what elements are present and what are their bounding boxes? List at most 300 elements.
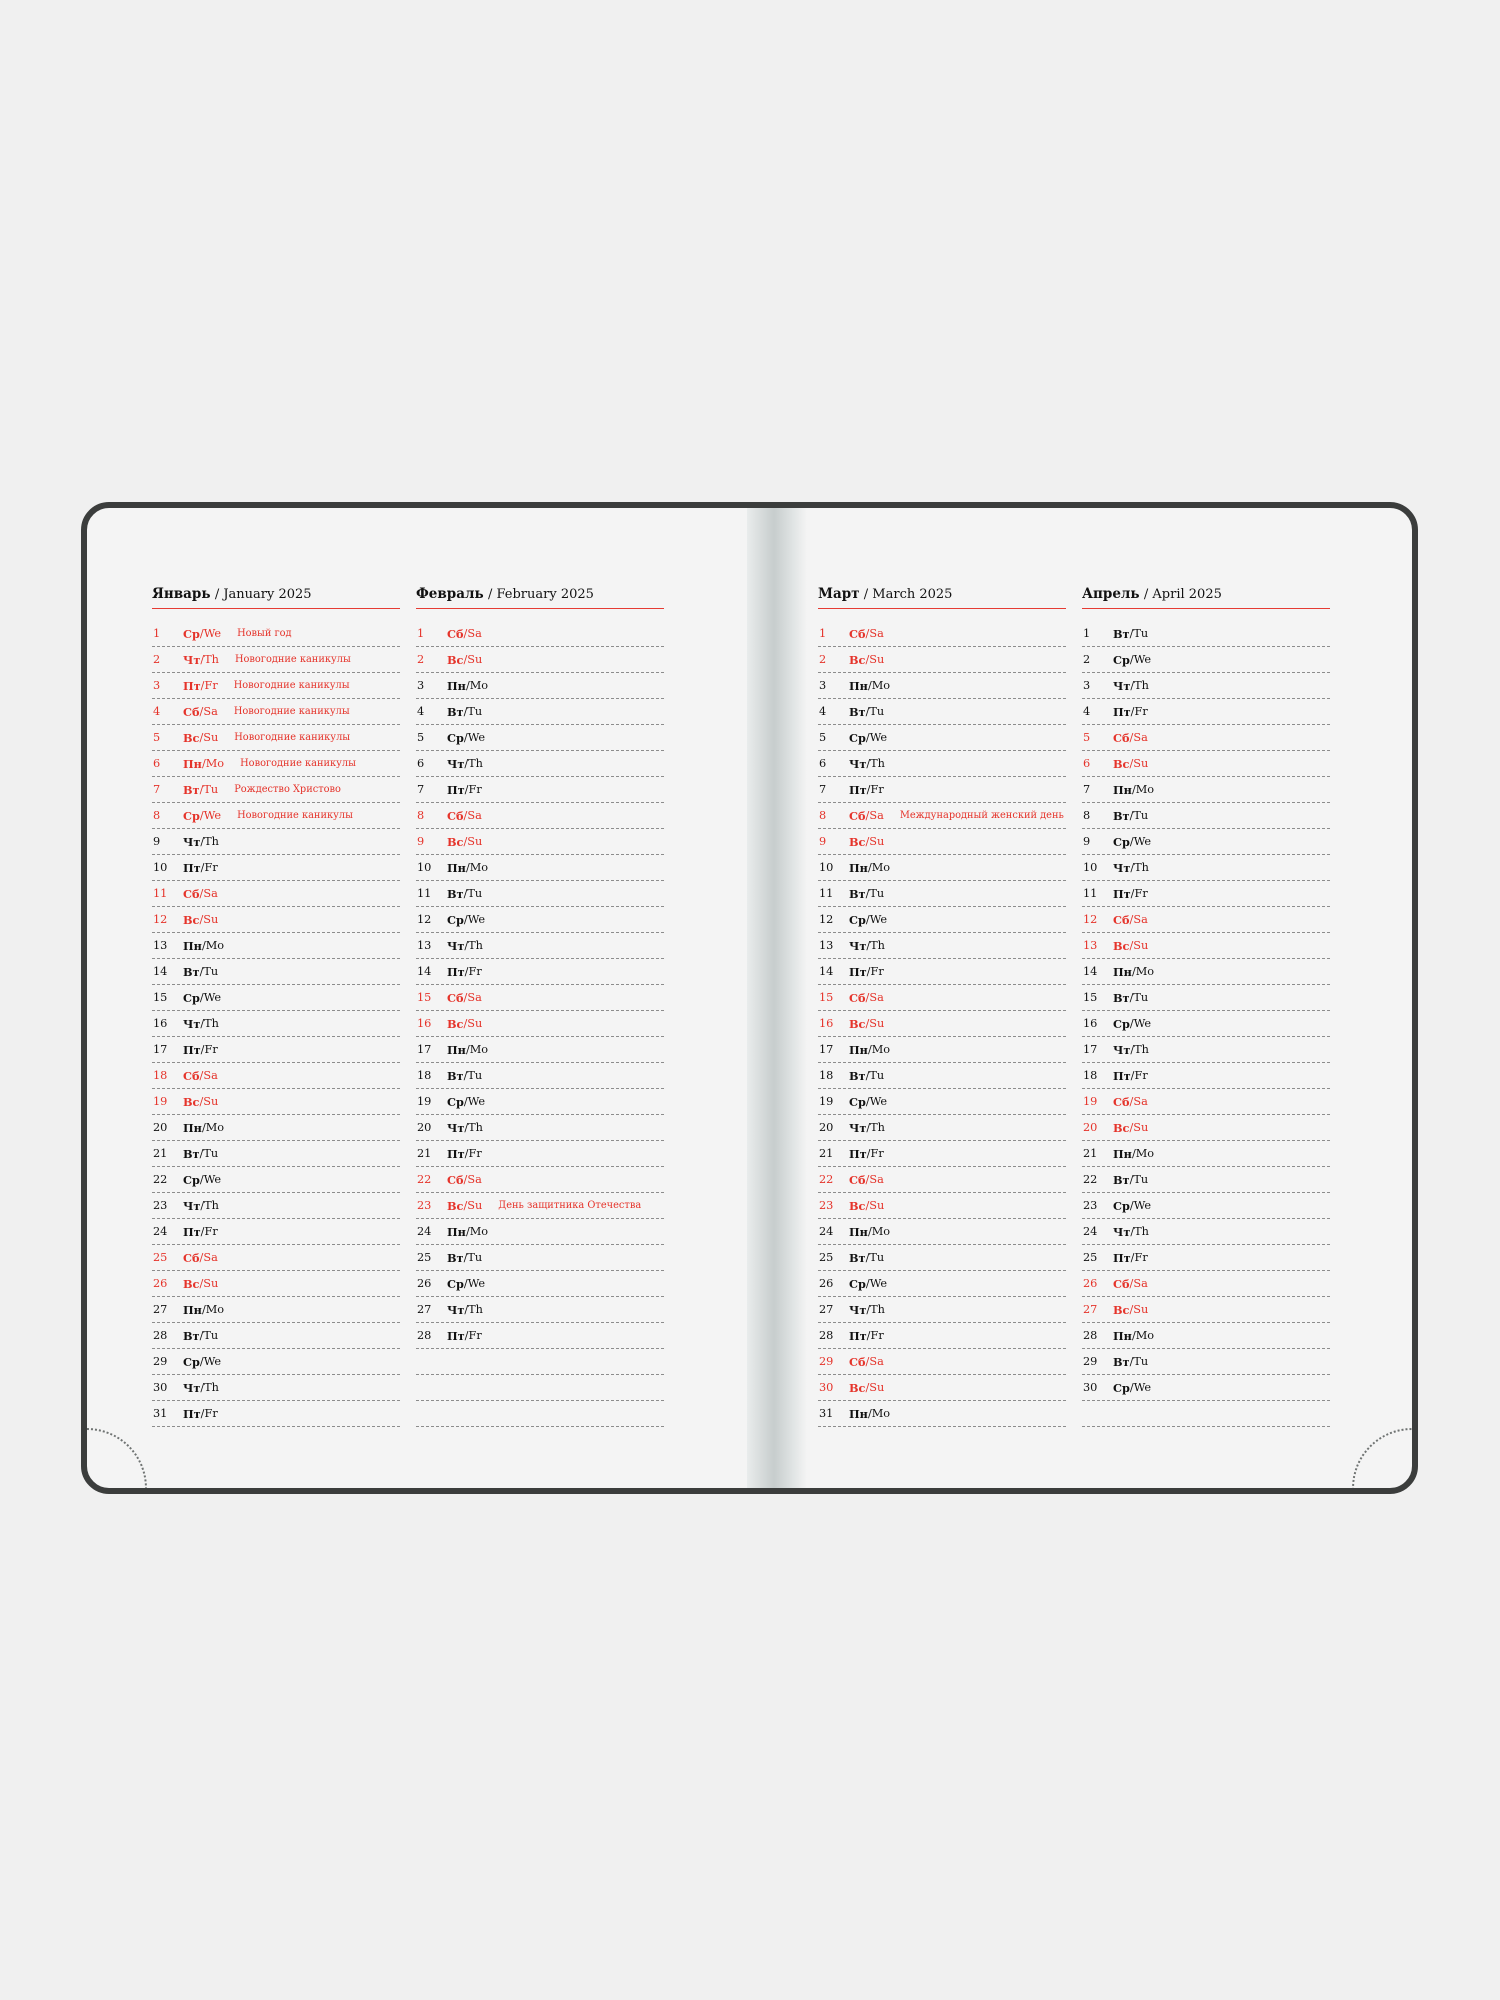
weekday-ru: Ср [183, 808, 200, 823]
month-title [818, 586, 1066, 609]
day-row [818, 933, 1066, 959]
weekday-en: /Sa [199, 705, 218, 718]
day-row [152, 1219, 400, 1245]
weekday-ru: Вт [183, 1328, 200, 1343]
weekday-ru: Ср [447, 730, 464, 745]
weekday-ru: Чт [849, 938, 867, 953]
weekday-ru: Пн [447, 860, 466, 875]
weekday-ru: Чт [849, 1120, 867, 1135]
day-row [416, 855, 664, 881]
day-row [818, 1323, 1066, 1349]
weekday-en: /Th [866, 1121, 885, 1134]
day-number: 12 [819, 913, 834, 926]
weekday-en: /Th [464, 1121, 483, 1134]
day-row [1082, 1375, 1330, 1401]
day-row [818, 1167, 1066, 1193]
day-row [1082, 1115, 1330, 1141]
weekday-ru: Сб [849, 626, 866, 641]
day-number: 22 [417, 1173, 432, 1186]
day-row [152, 1245, 400, 1271]
day-row [152, 985, 400, 1011]
month-name-ru: Март [818, 586, 860, 602]
weekday-en: /Sa [865, 1173, 884, 1186]
day-row [416, 959, 664, 985]
weekday-ru: Сб [1113, 1276, 1130, 1291]
weekday-ru: Ср [849, 912, 866, 927]
day-row [818, 725, 1066, 751]
weekday-en: /We [199, 1173, 222, 1186]
day-number: 16 [153, 1017, 168, 1030]
weekday-ru: Сб [849, 1172, 866, 1187]
day-row [818, 1349, 1066, 1375]
weekday-en: /We [463, 1095, 486, 1108]
day-row [152, 1167, 400, 1193]
weekday-en: /Fr [866, 1329, 884, 1342]
day-number: 9 [1083, 835, 1091, 848]
weekday-en: /Sa [199, 1069, 218, 1082]
day-number: 5 [819, 731, 827, 744]
day-number: 3 [1083, 679, 1091, 692]
weekday-ru: Ср [849, 1094, 866, 1109]
day-number: 5 [1083, 731, 1091, 744]
corner-stitch-left [81, 1428, 147, 1494]
day-number: 14 [819, 965, 834, 978]
day-row [416, 803, 664, 829]
day-number: 23 [153, 1199, 168, 1212]
weekday-en: /Su [463, 653, 483, 666]
weekday-ru: Ср [447, 1276, 464, 1291]
day-row [152, 1141, 400, 1167]
holiday-label: Новогодние каникулы [240, 758, 356, 769]
holiday-label: Новогодние каникулы [237, 810, 353, 821]
day-row [416, 881, 664, 907]
weekday-en: /We [1129, 1017, 1152, 1030]
weekday-ru: Чт [849, 1302, 867, 1317]
day-number: 21 [819, 1147, 834, 1160]
day-number: 23 [819, 1199, 834, 1212]
day-number: 2 [417, 653, 425, 666]
weekday-ru: Вс [183, 1276, 200, 1291]
day-number: 30 [819, 1381, 834, 1394]
weekday-en: /Mo [1131, 965, 1155, 978]
weekday-en: /Fr [464, 1147, 482, 1160]
weekday-en: /Sa [865, 809, 884, 822]
day-row [1082, 1063, 1330, 1089]
weekday-en: /Mo [1131, 783, 1155, 796]
weekday-ru: Ср [447, 1094, 464, 1109]
day-number: 27 [417, 1303, 432, 1316]
day-row [1082, 1323, 1330, 1349]
weekday-en: /Th [866, 939, 885, 952]
day-number: 16 [819, 1017, 834, 1030]
day-number: 10 [153, 861, 168, 874]
weekday-en: /Mo [867, 861, 891, 874]
day-row [1082, 959, 1330, 985]
month-name-ru: Январь [152, 586, 211, 602]
month-name-en: / January 2025 [214, 587, 312, 602]
weekday-ru: Пт [183, 1042, 201, 1057]
day-row [1082, 855, 1330, 881]
holiday-label: Новогодние каникулы [234, 654, 351, 665]
weekday-ru: Вт [447, 1068, 464, 1083]
weekday-ru: Пн [1113, 782, 1132, 797]
book-gutter [747, 508, 807, 1488]
weekday-en: /Mo [1131, 1329, 1155, 1342]
day-number: 8 [819, 809, 827, 822]
day-row [152, 1271, 400, 1297]
day-row [416, 725, 664, 751]
weekday-en: /Su [865, 835, 885, 848]
day-row [818, 985, 1066, 1011]
holiday-label: Новогодние каникулы [234, 732, 351, 743]
weekday-en: /We [199, 1355, 222, 1368]
day-number: 4 [153, 705, 161, 718]
day-row [416, 985, 664, 1011]
day-row [1082, 1193, 1330, 1219]
weekday-en: /Fr [1130, 887, 1148, 900]
day-number: 11 [417, 887, 432, 900]
weekday-ru: Вт [183, 1146, 200, 1161]
day-number: 31 [153, 1407, 168, 1420]
day-number: 8 [1083, 809, 1091, 822]
weekday-ru: Пт [447, 964, 465, 979]
month-february [416, 586, 664, 1427]
weekday-ru: Сб [447, 990, 464, 1005]
weekday-en: /Su [1129, 1303, 1149, 1316]
weekday-ru: Пт [447, 782, 465, 797]
day-row [416, 647, 664, 673]
weekday-en: /Th [200, 653, 219, 666]
holiday-label: Рождество Христово [234, 784, 341, 795]
day-number: 21 [417, 1147, 432, 1160]
weekday-ru: Сб [1113, 912, 1130, 927]
weekday-ru: Ср [1113, 1016, 1130, 1031]
day-row [416, 751, 664, 777]
day-number: 6 [1083, 757, 1091, 770]
day-number: 25 [1083, 1251, 1098, 1264]
day-number: 22 [819, 1173, 834, 1186]
day-number: 26 [819, 1277, 834, 1290]
day-row [416, 1297, 664, 1323]
weekday-ru: Вс [849, 834, 866, 849]
weekday-ru: Вс [447, 1198, 464, 1213]
weekday-en: /Mo [867, 1225, 891, 1238]
day-number: 22 [1083, 1173, 1098, 1186]
day-number: 25 [819, 1251, 834, 1264]
weekday-ru: Пт [849, 1328, 867, 1343]
weekday-ru: Пн [1113, 964, 1132, 979]
weekday-en: /Su [865, 653, 885, 666]
weekday-en: /Th [1130, 1043, 1149, 1056]
day-row [152, 907, 400, 933]
weekday-ru: Сб [447, 626, 464, 641]
day-number: 25 [153, 1251, 168, 1264]
weekday-ru: Пт [1113, 704, 1131, 719]
weekday-en: /Sa [463, 991, 482, 1004]
day-row [416, 1245, 664, 1271]
day-number: 24 [417, 1225, 432, 1238]
day-row [1082, 621, 1330, 647]
weekday-ru: Пн [849, 1406, 868, 1421]
day-number: 27 [819, 1303, 834, 1316]
day-number: 15 [153, 991, 168, 1004]
day-number: 2 [153, 653, 161, 666]
day-row [818, 855, 1066, 881]
day-row [416, 1323, 664, 1349]
weekday-ru: Пн [447, 1042, 466, 1057]
weekday-en: /Th [200, 1199, 219, 1212]
day-number: 19 [819, 1095, 834, 1108]
weekday-en: /Tu [1129, 1355, 1149, 1368]
weekday-ru: Вт [183, 964, 200, 979]
weekday-ru: Ср [1113, 1198, 1130, 1213]
weekday-ru: Ср [183, 1172, 200, 1187]
day-row [152, 1193, 400, 1219]
weekday-en: /Fr [866, 783, 884, 796]
weekday-en: /We [463, 913, 486, 926]
day-row [416, 1089, 664, 1115]
empty-line [416, 1401, 664, 1427]
weekday-en: /Fr [200, 1225, 218, 1238]
weekday-ru: Пт [447, 1146, 465, 1161]
day-row [416, 673, 664, 699]
weekday-en: /Sa [199, 887, 218, 900]
day-row [1082, 829, 1330, 855]
day-row [1082, 673, 1330, 699]
day-row [152, 855, 400, 881]
day-number: 17 [1083, 1043, 1098, 1056]
day-number: 11 [1083, 887, 1098, 900]
weekday-en: /Mo [465, 1043, 489, 1056]
weekday-ru: Сб [1113, 730, 1130, 745]
weekday-en: /Tu [199, 783, 219, 796]
day-row [818, 647, 1066, 673]
day-number: 21 [1083, 1147, 1098, 1160]
weekday-ru: Пн [447, 1224, 466, 1239]
weekday-en: /Tu [463, 1069, 483, 1082]
weekday-en: /Sa [865, 627, 884, 640]
day-number: 26 [1083, 1277, 1098, 1290]
weekday-ru: Вс [1113, 1302, 1130, 1317]
day-number: 20 [819, 1121, 834, 1134]
weekday-ru: Вс [447, 652, 464, 667]
day-number: 27 [1083, 1303, 1098, 1316]
day-row [818, 1089, 1066, 1115]
weekday-ru: Сб [183, 1250, 200, 1265]
day-row [1082, 907, 1330, 933]
weekday-ru: Ср [183, 1354, 200, 1369]
day-number: 15 [1083, 991, 1098, 1004]
weekday-en: /Su [865, 1381, 885, 1394]
day-row [1082, 1167, 1330, 1193]
weekday-ru: Вс [447, 1016, 464, 1031]
weekday-en: /Fr [1130, 1069, 1148, 1082]
weekday-ru: Вт [849, 704, 866, 719]
weekday-ru: Чт [447, 938, 465, 953]
holiday-label: День защитника Отечества [498, 1200, 642, 1211]
day-row [1082, 1271, 1330, 1297]
weekday-en: /We [1129, 653, 1152, 666]
weekday-ru: Чт [183, 1016, 201, 1031]
day-number: 28 [417, 1329, 432, 1342]
day-row [416, 933, 664, 959]
weekday-en: /Sa [463, 809, 482, 822]
day-row [818, 1245, 1066, 1271]
day-row [1082, 1219, 1330, 1245]
month-title [416, 586, 664, 609]
weekday-ru: Чт [183, 834, 201, 849]
weekday-en: /We [199, 809, 222, 822]
month-name-ru: Апрель [1082, 586, 1140, 602]
day-number: 4 [819, 705, 827, 718]
day-number: 29 [1083, 1355, 1098, 1368]
day-row [818, 621, 1066, 647]
day-number: 21 [153, 1147, 168, 1160]
weekday-en: /Tu [463, 705, 483, 718]
weekday-en: /Th [866, 757, 885, 770]
weekday-ru: Сб [849, 1354, 866, 1369]
weekday-en: /We [199, 991, 222, 1004]
day-list [818, 621, 1066, 1427]
day-number: 14 [417, 965, 432, 978]
weekday-ru: Ср [447, 912, 464, 927]
weekday-ru: Пт [1113, 886, 1131, 901]
weekday-ru: Пн [849, 860, 868, 875]
day-number: 5 [417, 731, 425, 744]
day-number: 16 [1083, 1017, 1098, 1030]
empty-line [1082, 1401, 1330, 1427]
day-row [1082, 699, 1330, 725]
weekday-en: /Mo [465, 679, 489, 692]
day-number: 9 [819, 835, 827, 848]
weekday-en: /Th [866, 1303, 885, 1316]
day-number: 8 [153, 809, 161, 822]
weekday-en: /We [199, 627, 222, 640]
day-row [818, 881, 1066, 907]
weekday-en: /Th [1130, 1225, 1149, 1238]
day-number: 10 [819, 861, 834, 874]
day-row [818, 1115, 1066, 1141]
weekday-ru: Пт [1113, 1068, 1131, 1083]
weekday-ru: Пт [849, 964, 867, 979]
day-number: 14 [1083, 965, 1098, 978]
weekday-ru: Вт [1113, 1354, 1130, 1369]
weekday-en: /Mo [201, 1303, 225, 1316]
weekday-ru: Чт [183, 1380, 201, 1395]
day-row [416, 1011, 664, 1037]
day-number: 1 [153, 627, 161, 640]
month-march [818, 586, 1066, 1427]
weekday-ru: Пт [849, 782, 867, 797]
day-row [1082, 1011, 1330, 1037]
weekday-ru: Вс [447, 834, 464, 849]
weekday-en: /Su [865, 1199, 885, 1212]
weekday-ru: Вс [1113, 1120, 1130, 1135]
weekday-en: /We [463, 731, 486, 744]
day-number: 27 [153, 1303, 168, 1316]
weekday-ru: Вт [1113, 990, 1130, 1005]
day-row [818, 1219, 1066, 1245]
day-row [152, 1401, 400, 1427]
day-row [818, 959, 1066, 985]
day-row [416, 1219, 664, 1245]
day-row [416, 829, 664, 855]
weekday-ru: Ср [849, 1276, 866, 1291]
holiday-label: Новогодние каникулы [233, 706, 350, 717]
day-number: 17 [417, 1043, 432, 1056]
day-row [818, 1375, 1066, 1401]
day-row [818, 1011, 1066, 1037]
day-number: 29 [819, 1355, 834, 1368]
weekday-en: /Mo [465, 861, 489, 874]
day-number: 18 [819, 1069, 834, 1082]
day-number: 12 [153, 913, 168, 926]
weekday-en: /Tu [1129, 1173, 1149, 1186]
weekday-en: /Su [463, 835, 483, 848]
weekday-ru: Чт [183, 1198, 201, 1213]
day-row [818, 1037, 1066, 1063]
weekday-ru: Сб [447, 1172, 464, 1187]
weekday-en: /Su [199, 913, 219, 926]
weekday-ru: Пт [183, 1406, 201, 1421]
weekday-ru: Пн [849, 1042, 868, 1057]
day-row [416, 1141, 664, 1167]
weekday-ru: Вс [183, 730, 200, 745]
month-name-en: / March 2025 [863, 587, 953, 602]
month-april [1082, 586, 1330, 1427]
day-number: 12 [1083, 913, 1098, 926]
weekday-ru: Вт [1113, 1172, 1130, 1187]
weekday-ru: Чт [183, 652, 201, 667]
weekday-ru: Пн [849, 678, 868, 693]
weekday-ru: Вс [849, 652, 866, 667]
day-row [152, 959, 400, 985]
day-number: 15 [417, 991, 432, 1004]
day-number: 28 [153, 1329, 168, 1342]
weekday-ru: Вс [849, 1380, 866, 1395]
weekday-en: /Tu [199, 965, 219, 978]
day-row [1082, 1037, 1330, 1063]
day-number: 7 [417, 783, 425, 796]
weekday-en: /Mo [465, 1225, 489, 1238]
day-row [152, 1349, 400, 1375]
day-row [152, 1089, 400, 1115]
weekday-en: /Mo [201, 1121, 225, 1134]
weekday-ru: Чт [1113, 860, 1131, 875]
day-number: 13 [1083, 939, 1098, 952]
weekday-en: /Fr [200, 1043, 218, 1056]
weekday-en: /We [1129, 835, 1152, 848]
weekday-en: /Th [1130, 861, 1149, 874]
weekday-en: /Sa [1129, 1095, 1148, 1108]
weekday-en: /We [865, 1277, 888, 1290]
day-row [152, 829, 400, 855]
holiday-label: Международный женский день [899, 810, 1064, 821]
day-row [818, 1193, 1066, 1219]
day-number: 25 [417, 1251, 432, 1264]
weekday-en: /We [865, 1095, 888, 1108]
weekday-ru: Пт [183, 678, 201, 693]
month-name-en: / April 2025 [1143, 587, 1222, 602]
day-number: 30 [1083, 1381, 1098, 1394]
day-number: 13 [417, 939, 432, 952]
day-number: 14 [153, 965, 168, 978]
weekday-ru: Пн [1113, 1328, 1132, 1343]
weekday-ru: Чт [1113, 1042, 1131, 1057]
weekday-ru: Ср [183, 990, 200, 1005]
day-number: 16 [417, 1017, 432, 1030]
weekday-en: /Th [464, 939, 483, 952]
